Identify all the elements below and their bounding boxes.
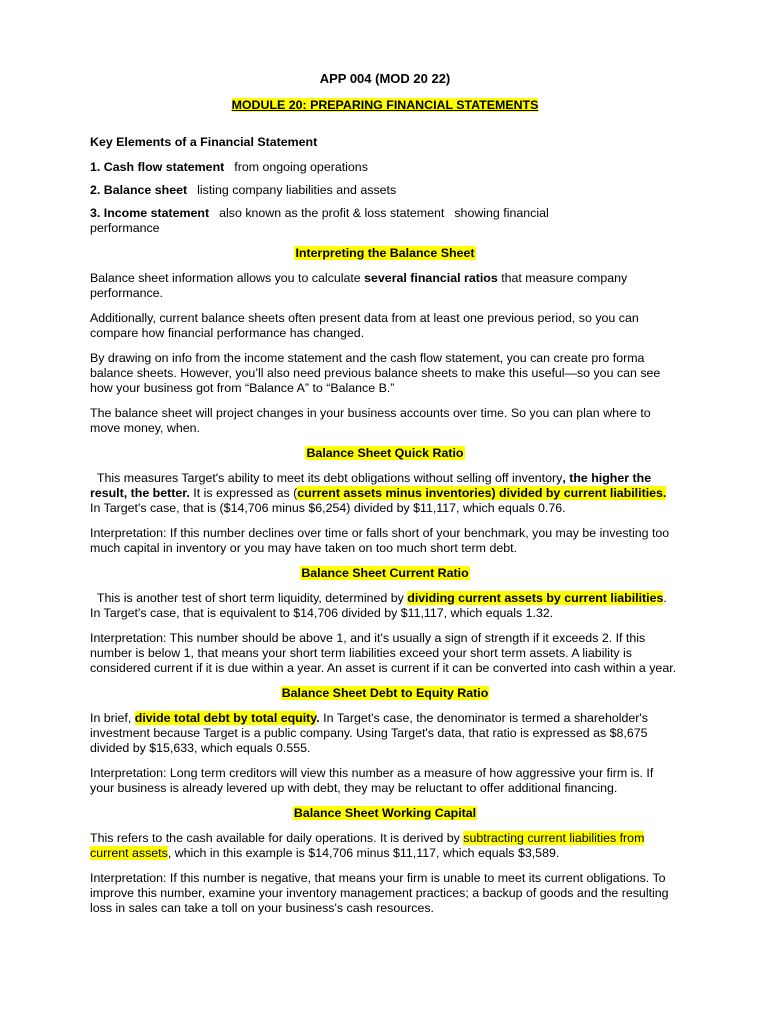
paragraph xyxy=(90,711,680,756)
document-title: APP 004 (MOD 20 22) xyxy=(319,71,451,86)
paragraph: Interpretation: If this number declines over time or falls short of your benchmark, you may be investing too much capital in inventory or you may have taken on too much short term debt. xyxy=(90,526,670,555)
item-label: 3. Income statement xyxy=(90,206,210,220)
section-heading-text: Balance Sheet Current Ratio xyxy=(301,566,469,580)
key-elements-heading: Key Elements of a Financial Statement xyxy=(90,135,318,149)
module-heading xyxy=(90,98,680,113)
item-label: 2. Balance sheet xyxy=(90,183,188,197)
paragraph xyxy=(90,591,680,621)
text-run: that measure company performance. xyxy=(90,271,628,300)
item-text: from ongoing operations xyxy=(234,160,368,174)
item-text: also known as the profit & loss statement xyxy=(219,206,445,220)
list-item xyxy=(90,183,680,198)
paragraph xyxy=(90,471,680,516)
module-heading-text: MODULE 20: PREPARING FINANCIAL STATEMENTS xyxy=(231,98,539,112)
text-run: In brief, xyxy=(90,711,135,725)
text-run: , which in this example is $14,706 minus $11,117, which equals $3,589. xyxy=(167,846,560,860)
paragraph xyxy=(90,831,680,861)
section-heading-text: Balance Sheet Debt to Equity Ratio xyxy=(281,686,489,700)
item-text-2: showing financial xyxy=(454,206,549,220)
paragraph xyxy=(90,271,680,301)
text-run: In Target's case, the denominator is termed a shareholder's investment because Target is a public company. Using Target's data, that ratio is expressed as $8,675 divided by $15,633, which equals 0.555. xyxy=(90,711,648,755)
highlighted-run: divide total debt by total equity xyxy=(134,711,317,725)
text-run: It is expressed as ( xyxy=(189,486,298,500)
paragraph: The balance sheet will project changes in your business accounts over time. So you can plan where to move money, when. xyxy=(90,406,651,435)
document-body xyxy=(90,71,680,926)
section-heading xyxy=(90,806,680,821)
bold-run: , the higher the result, the better. xyxy=(90,471,655,500)
text-run: This refers to the cash available for daily operations. It is derived by xyxy=(90,831,464,845)
section-heading xyxy=(90,246,680,261)
item-label: 1. Cash flow statement xyxy=(90,160,225,174)
text-run: . In Target's case, that is equivalent to $14,706 divided by $11,117, which equals 1.32. xyxy=(90,591,671,620)
paragraph: Interpretation: If this number is negative, that means your firm is unable to meet its current obligations. To improve this number, examine your inventory management practices; a backup of goods and the resulting loss in sales can take a toll on your business's cash resources. xyxy=(90,871,669,915)
section-heading xyxy=(90,446,680,461)
paragraph: Interpretation: This number should be above 1, and it's usually a sign of strength if it exceeds 2. If this number is below 1, that means your short term liabilities exceed your short term assets. A liability is considered current if it is due within a year. An asset is current if it can be converted into cash within a year. xyxy=(90,631,677,675)
item-text-3: performance xyxy=(90,221,160,235)
section-heading-text: Balance Sheet Quick Ratio xyxy=(306,446,464,460)
paragraph: Interpretation: Long term creditors will view this number as a measure of how aggressive your firm is. If your business is already levered up with debt, they may be reluctant to offer additional financing. xyxy=(90,766,654,795)
paragraph: Additionally, current balance sheets often present data from at least one previous period, so you can compare how financial performance has changed. xyxy=(90,311,639,340)
section-heading-text: Balance Sheet Working Capital xyxy=(293,806,477,820)
text-run: In Target's case, that is ($14,706 minus $6,254) divided by $11,117, which equals 0.76. xyxy=(90,486,670,515)
highlighted-run: dividing current assets by current liabilities xyxy=(407,591,664,605)
list-item xyxy=(90,206,680,236)
text-run: This is another test of short term liquidity, determined by xyxy=(90,591,408,605)
section-heading xyxy=(90,566,680,581)
paragraph: By drawing on info from the income statement and the cash flow statement, you can create pro forma balance sheets. However, you’ll also need previous balance sheets to make this useful—so you can see how your business got from “Balance A” to “Balance B.” xyxy=(90,351,661,395)
text-run: Balance sheet information allows you to calculate xyxy=(90,271,365,285)
text-run: This measures Target's ability to meet its debt obligations without selling off inventory xyxy=(90,471,563,485)
section-heading xyxy=(90,686,680,701)
section-heading-text: Interpreting the Balance Sheet xyxy=(295,246,475,260)
item-text: listing company liabilities and assets xyxy=(197,183,397,197)
bold-run: several financial ratios xyxy=(364,271,498,285)
list-item xyxy=(90,160,680,175)
highlighted-run: subtracting current liabilities from current assets xyxy=(90,831,645,860)
bold-run: . xyxy=(316,711,320,725)
highlighted-run: current assets minus inventories) divided by current liabilities. xyxy=(297,486,667,500)
